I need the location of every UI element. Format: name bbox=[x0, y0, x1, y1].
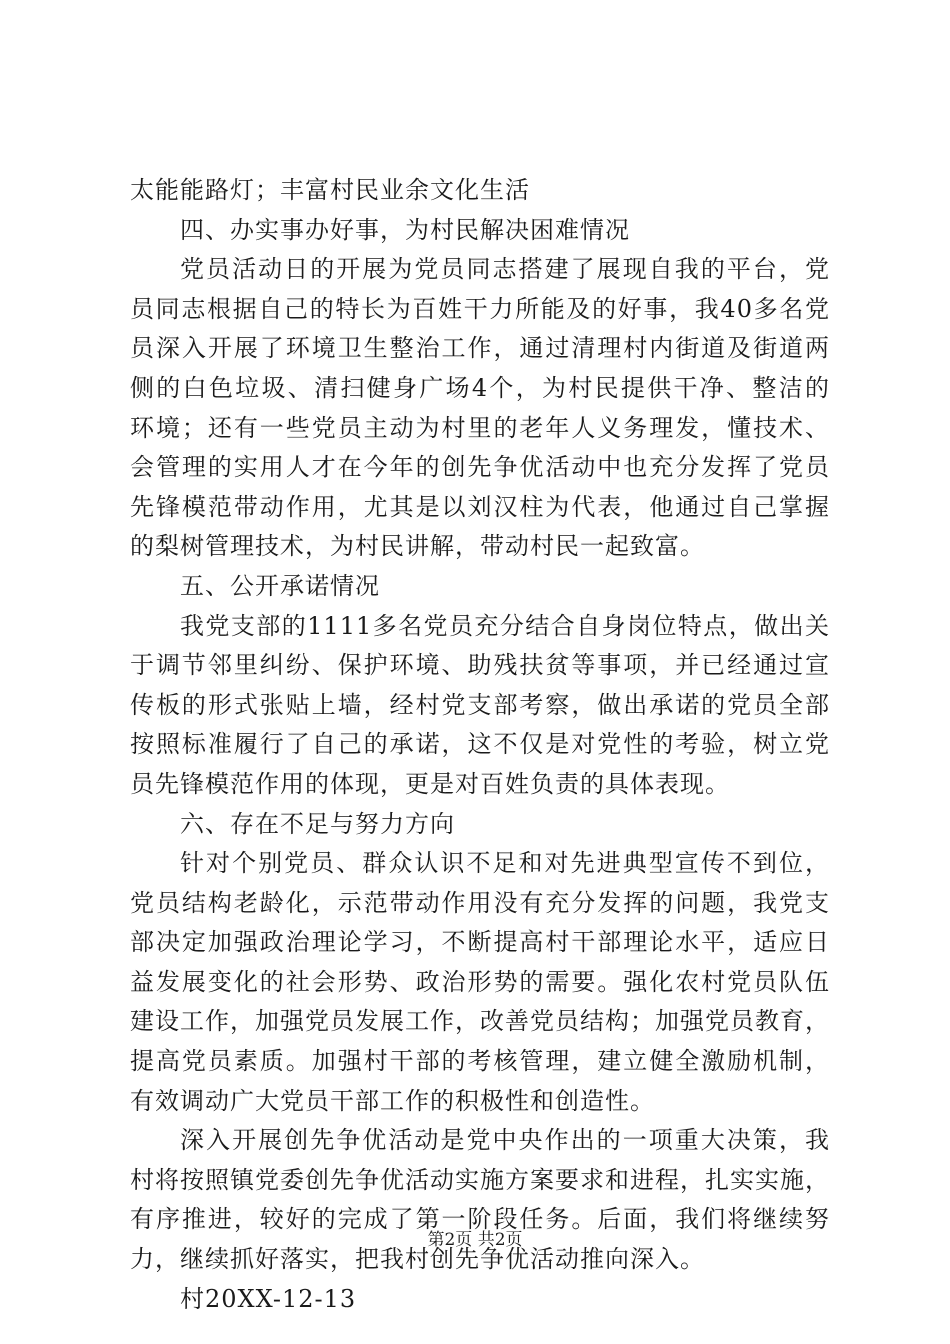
paragraph-line: 员深入开展了环境卫生整治工作，通过清理村内街道及街道两 bbox=[130, 334, 830, 363]
body-line: 太能能路灯；丰富村民业余文化生活 bbox=[130, 176, 530, 204]
paragraph-line: 党员结构老龄化，示范带动作用没有充分发挥的问题，我党支 bbox=[130, 888, 830, 917]
paragraph-line: 部决定加强政治理论学习，不断提高村干部理论水平，适应日 bbox=[130, 928, 830, 957]
paragraph-line: 提高党员素质。加强村干部的考核管理，建立健全激励机制， bbox=[130, 1047, 830, 1076]
paragraph-line: 我党支部的1111多名党员充分结合自身岗位特点，做出关 bbox=[180, 611, 830, 640]
paragraph-line: 党员活动日的开展为党员同志搭建了展现自我的平台，党 bbox=[180, 255, 830, 284]
paragraph-line: 力，继续抓好落实，把我村创先争优活动推向深入。 bbox=[130, 1245, 705, 1274]
paragraph-line: 有效调动广大党员干部工作的积极性和创造性。 bbox=[130, 1086, 655, 1115]
paragraph-line: 先锋模范带动作用，尤其是以刘汉柱为代表，他通过自己掌握 bbox=[130, 492, 830, 521]
paragraph-line: 深入开展创先争优活动是党中央作出的一项重大决策，我 bbox=[180, 1126, 830, 1155]
paragraph-line: 有序推进，较好的完成了第一阶段任务。后面，我们将继续努 bbox=[130, 1205, 830, 1234]
paragraph-line: 益发展变化的社会形势、政治形势的需要。强化农村党员队伍 bbox=[130, 967, 830, 996]
paragraph-line: 村将按照镇党委创先争优活动实施方案要求和进程，扎实实施， bbox=[130, 1165, 830, 1194]
paragraph-line: 员先锋模范作用的体现，更是对百姓负责的具体表现。 bbox=[130, 769, 730, 798]
paragraph-line: 按照标准履行了自己的承诺，这不仅是对党性的考验，树立党 bbox=[130, 730, 830, 759]
section-heading-6: 六、存在不足与努力方向 bbox=[180, 809, 455, 838]
page-number-footer: 第2页 共2页 bbox=[427, 1230, 523, 1250]
paragraph-line: 环境；还有一些党员主动为村里的老年人义务理发，懂技术、 bbox=[130, 413, 830, 442]
paragraph-line: 侧的白色垃圾、清扫健身广场4个，为村民提供干净、整洁的 bbox=[130, 373, 830, 402]
paragraph-line: 于调节邻里纠纷、保护环境、助残扶贫等事项，并已经通过宣 bbox=[130, 651, 830, 680]
paragraph-line: 会管理的实用人才在今年的创先争优活动中也充分发挥了党员 bbox=[130, 453, 830, 482]
section-heading-4: 四、办实事办好事，为村民解决困难情况 bbox=[180, 215, 630, 244]
section-heading-5: 五、公开承诺情况 bbox=[180, 571, 380, 600]
paragraph-line: 的梨树管理技术，为村民讲解，带动村民一起致富。 bbox=[130, 532, 705, 561]
paragraph-line: 员同志根据自己的特长为百姓干力所能及的好事，我40多名党 bbox=[130, 294, 830, 323]
paragraph-line: 针对个别党员、群众认识不足和对先进典型宣传不到位， bbox=[180, 849, 830, 878]
signature-date: 村20XX-12-13 bbox=[180, 1284, 357, 1313]
paragraph-line: 建设工作，加强党员发展工作，改善党员结构；加强党员教育， bbox=[130, 1007, 830, 1036]
paragraph-line: 传板的形式张贴上墙，经村党支部考察，做出承诺的党员全部 bbox=[130, 690, 830, 719]
document-body bbox=[130, 171, 830, 1319]
